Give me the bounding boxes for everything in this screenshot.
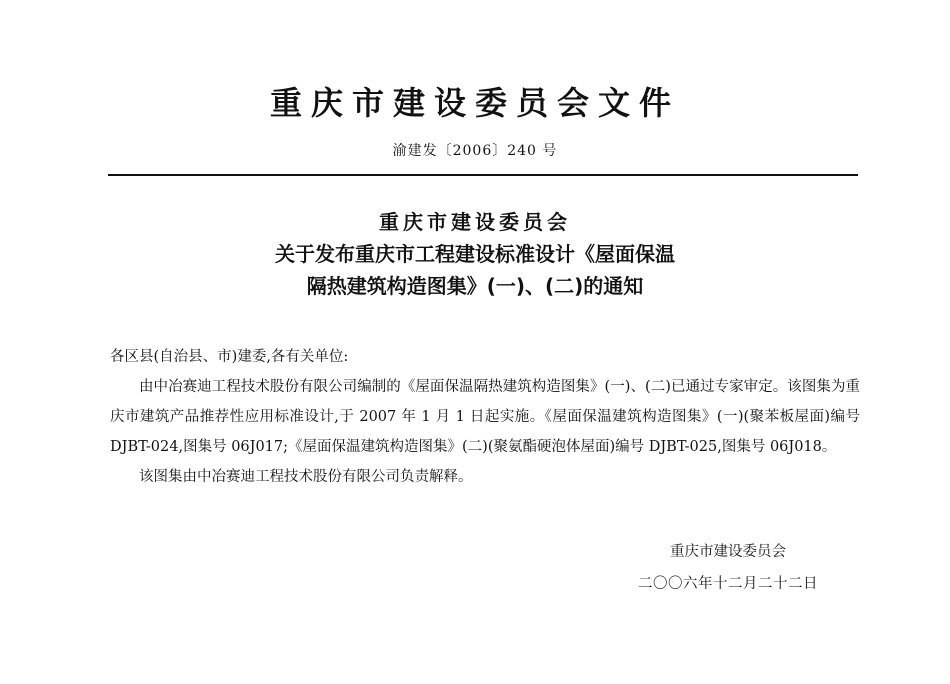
notice-title xyxy=(0,206,950,302)
notice-body xyxy=(110,342,860,492)
body-paragraph-1: 由中冶赛迪工程技术股份有限公司编制的《屋面保温隔热建筑构造图集》(一)、(二)已通过专家审定。该图集为重庆市建筑产品推荐性应用标准设计,于 2007 年 1 月 1 日起实施。《屋面保温建筑构造图集》(一)(聚苯板屋面)编号 DJBT-024,图集号 06J017;《屋面保温建筑构造图集》(二)(聚氨酯硬泡体屋面)编号 DJBT-025,图集号 06J018。 xyxy=(110,379,860,455)
document-header-title: 重庆市建设委员会文件 xyxy=(269,84,680,122)
signature-organization: 重庆市建设委员会 xyxy=(670,544,786,560)
notice-title-line-3: 隔热建筑构造图集》(一)、(二)的通知 xyxy=(306,274,644,298)
salutation: 各区县(自治县、市)建委,各有关单位: xyxy=(110,349,349,365)
document-number: 渝建发〔2006〕240 号 xyxy=(392,143,558,159)
signature-block xyxy=(560,536,860,600)
notice-title-line-2: 关于发布重庆市工程建设标准设计《屋面保温 xyxy=(275,242,675,266)
body-paragraph-2: 该图集由中冶赛迪工程技术股份有限公司负责解释。 xyxy=(139,469,473,485)
notice-title-line-1: 重庆市建设委员会 xyxy=(379,210,571,234)
signature-date: 二〇〇六年十二月二十二日 xyxy=(638,576,818,592)
header-divider xyxy=(108,174,858,176)
